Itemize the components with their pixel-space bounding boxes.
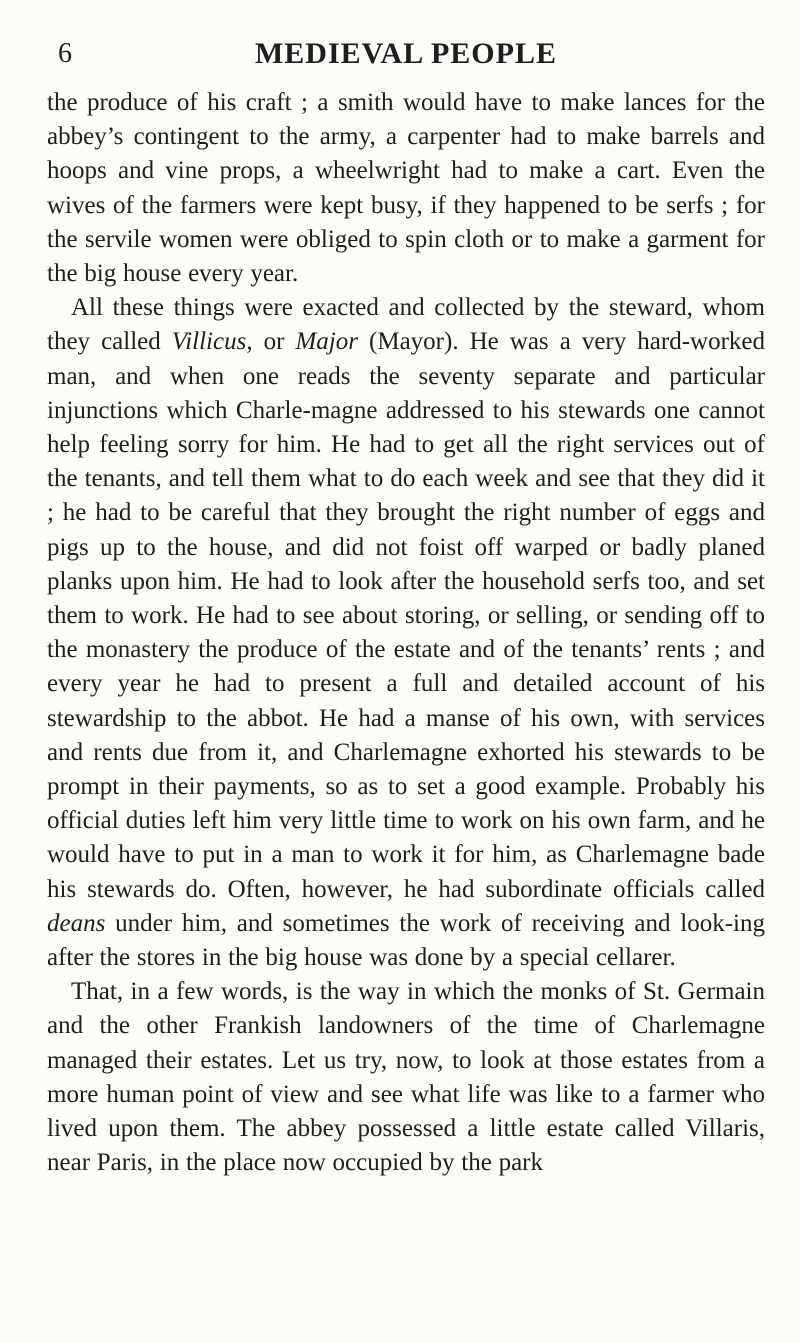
paragraph-2-text-a: All these things were exacted and collected by the steward, whom they called xyxy=(47,294,765,356)
paragraph-2-text-d: under him, and sometimes the work of receiving and look-ing after the stores in the big house was done by a special cellarer. xyxy=(47,909,765,972)
term-villicus: Villicus xyxy=(171,328,247,356)
paragraph-2-text-b: , or xyxy=(246,328,296,356)
book-page xyxy=(47,34,765,1181)
paragraph-2 xyxy=(47,291,765,975)
running-head xyxy=(47,34,765,76)
term-deans: deans xyxy=(47,909,106,937)
paragraph-2-text-c: (Mayor). He was a very hard-worked man, and when one reads the seventy separate and particular injunctions which Charle-magne addressed to his stewards one cannot help feeling sorry for him. He had to get all the right services out of the tenants, and tell them what to do each week and see that they did it ; he had to be careful that they brought the right number of eggs and pigs up to the house, and did not foist off warped or badly planed planks upon him. He had to look after the household serfs too, and set them to work. He had to see about storing, or selling, or sending off to the monastery the produce of the estate and of the tenants’ rents ; and every year he had to present a full and detailed account of his stewardship to the abbot. He had a manse of his own, with services and rents due from it, and Charlemagne exhorted his stewards to be prompt in their payments, so as to set a good example. Probably his official duties left him very little time to work on his own farm, and he would have to put in a man to work it for him, as Charlemagne bade his stewards do. Often, however, he had subordinate officials called xyxy=(47,328,766,903)
paragraph-1-text: the produce of his craft ; a smith would have to make lances for the abbey’s contingent to the army, a carpenter had to make barrels and hoops and vine props, a wheelwright had to make a cart. Even the wives of the farmers were kept busy, if they happened to be serfs ; for the servile women were obliged to spin cloth or to make a garment for the big house every year. xyxy=(47,89,765,288)
running-title: MEDIEVAL PEOPLE xyxy=(254,37,557,70)
paragraph-3-text: That, in a few words, is the way in which the monks of St. Germain and the other Frankish landowners of the time of Charlemagne managed their estates. Let us try, now, to look at those estates from a more human point of view and see what life was like to a farmer who lived upon them. The abbey possessed a little estate called Villaris, near Paris, in the place now occupied by the park xyxy=(47,978,765,1177)
paragraph-1 xyxy=(47,86,765,291)
paragraph-3 xyxy=(47,975,765,1180)
term-major: Major xyxy=(295,328,358,356)
page-number: 6 xyxy=(58,38,73,69)
